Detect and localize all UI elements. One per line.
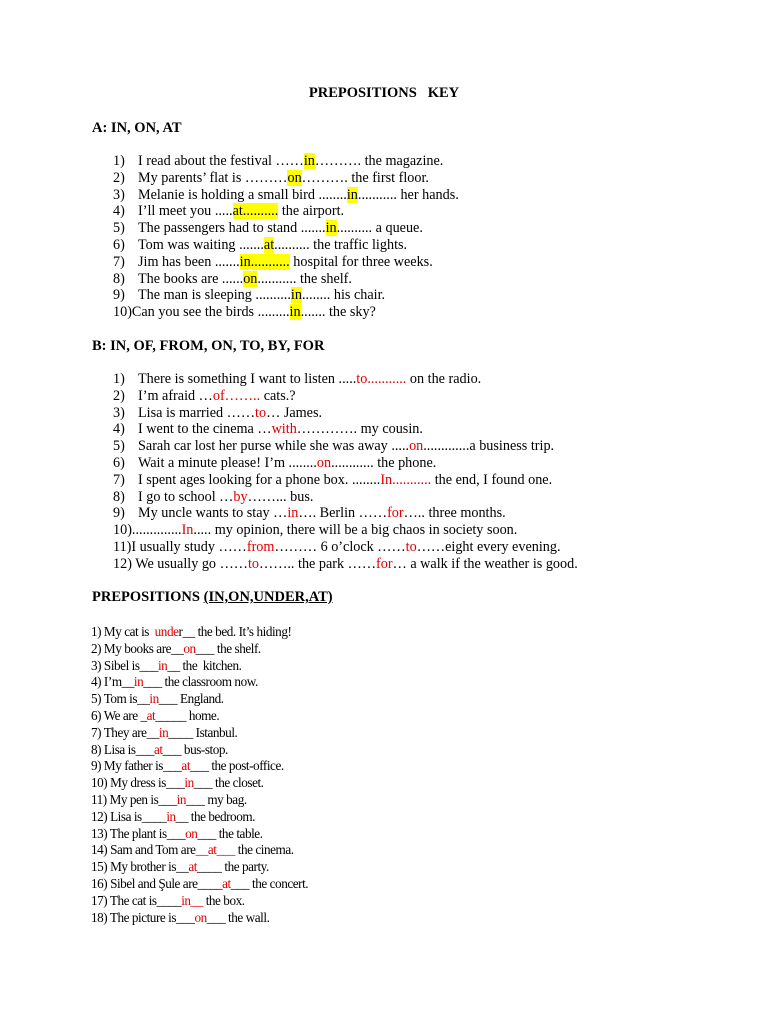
list-item xyxy=(91,708,308,725)
item-number: 10) xyxy=(113,522,132,539)
item-text: __ the bedroom. xyxy=(175,808,255,824)
list-item xyxy=(91,859,308,876)
list-item xyxy=(113,220,459,237)
answer-red: at xyxy=(146,707,156,723)
item-number: 7) xyxy=(113,471,125,488)
item-number: 6) xyxy=(113,236,125,253)
item-text: I’ll meet you ..... xyxy=(138,203,233,220)
answer-red: by xyxy=(233,488,248,505)
answer-red: at xyxy=(188,859,197,875)
item-text: 13) The plant is___ xyxy=(91,825,186,841)
item-text: The books are ...... xyxy=(138,270,244,287)
item-text: Tom was waiting ....... xyxy=(138,236,264,253)
answer-red: in xyxy=(133,674,144,690)
list-item xyxy=(91,910,308,927)
item-text: ____ Istanbul. xyxy=(168,724,238,740)
item-text: the end, I found one. xyxy=(431,471,553,488)
answer-red: in xyxy=(287,505,299,522)
item-number: 4) xyxy=(113,421,125,438)
item-number: 1) xyxy=(113,153,125,169)
list-item xyxy=(113,304,459,321)
list-item xyxy=(113,438,578,455)
item-text: .......... a queue. xyxy=(336,220,423,237)
item-text: Wait a minute please! I’m ........ xyxy=(138,454,317,471)
item-text: My uncle wants to stay … xyxy=(138,505,288,522)
item-text: ……eight every evening. xyxy=(416,538,561,555)
item-text: __ the kitchen. xyxy=(167,657,242,673)
list-item xyxy=(91,641,308,658)
item-text: I’m afraid … xyxy=(138,387,213,404)
answer-highlight: in xyxy=(325,220,337,237)
item-text: ___ my bag. xyxy=(186,791,247,807)
list-item xyxy=(113,472,578,489)
item-text: the airport. xyxy=(278,203,345,220)
answer-highlight: on xyxy=(287,169,302,186)
list-item xyxy=(91,674,308,691)
item-number: 5) xyxy=(113,438,125,455)
item-number: 8) xyxy=(113,270,125,287)
item-text: ___ the concert. xyxy=(230,875,309,891)
item-text: 16) Sibel and Şule are____ xyxy=(91,875,223,891)
answer-red: in xyxy=(158,724,169,740)
item-text: on the radio. xyxy=(406,371,482,387)
item-text: The man is sleeping .......... xyxy=(138,287,291,304)
item-text: ___ England. xyxy=(158,691,224,707)
answer-red: for xyxy=(387,505,404,522)
answer-red: at xyxy=(181,758,191,774)
list-item xyxy=(91,691,308,708)
item-text: 4) I’m__ xyxy=(91,674,134,690)
answer-highlight: on xyxy=(243,270,258,287)
item-text: cats.? xyxy=(260,387,296,404)
item-text: ....... the sky? xyxy=(300,304,376,321)
section-a-list xyxy=(113,153,459,321)
list-item xyxy=(91,725,308,742)
answer-red: on xyxy=(409,438,424,455)
item-text: 9) My father is___ xyxy=(91,758,182,774)
item-text: Jim has been ....... xyxy=(138,253,240,270)
item-text: I usually study …… xyxy=(131,538,247,555)
answer-red: in xyxy=(149,691,159,707)
list-item xyxy=(91,742,308,759)
section-c-list xyxy=(91,624,308,926)
answer-red: at xyxy=(222,875,231,891)
page-title: PREPOSITIONS KEY xyxy=(308,85,460,101)
answer-highlight: in........... xyxy=(239,253,290,270)
item-number: 2) xyxy=(113,387,125,404)
answer-red: to xyxy=(247,555,259,572)
item-text: .............. xyxy=(131,522,182,539)
item-text: ___ the table. xyxy=(197,825,263,841)
section-c-heading-text: PREPOSITIONS xyxy=(92,589,204,605)
list-item xyxy=(113,371,578,388)
list-item xyxy=(113,405,578,422)
item-number: 9) xyxy=(113,505,125,522)
list-item xyxy=(91,775,308,792)
list-item xyxy=(113,388,578,405)
item-text: ___ the closet. xyxy=(193,775,264,791)
item-text: I read about the festival …… xyxy=(138,153,304,169)
answer-highlight: at.......... xyxy=(232,203,279,220)
item-text: _____ home. xyxy=(155,707,220,723)
item-text: 18) The picture is___ xyxy=(91,909,195,925)
item-number: 6) xyxy=(113,454,125,471)
item-text: ___ the classroom now. xyxy=(143,674,258,690)
item-text: My parents’ flat is ……… xyxy=(138,169,288,186)
item-text: ........... her hands. xyxy=(357,186,459,203)
item-text: 6) We are _ xyxy=(91,707,147,723)
section-a-heading: A: IN, ON, AT xyxy=(92,120,182,136)
item-text: 10) My dress is___ xyxy=(91,775,185,791)
list-item xyxy=(91,876,308,893)
item-text: …………. my cousin. xyxy=(296,421,423,438)
answer-red: in xyxy=(184,775,194,791)
answer-red: on xyxy=(194,909,207,925)
item-text: We usually go …… xyxy=(131,555,248,572)
item-text: ..... my opinion, there will be a big chaos in society soon. xyxy=(193,522,518,539)
answer-red: from xyxy=(246,538,275,555)
answer-red: on xyxy=(185,825,198,841)
item-text: 1) My cat is xyxy=(91,624,155,639)
item-text: ………. the first floor. xyxy=(301,169,429,186)
list-item xyxy=(91,658,308,675)
list-item xyxy=(113,187,459,204)
section-c-heading-underlined: (IN,ON,UNDER,AT) xyxy=(203,589,333,605)
item-number: 3) xyxy=(113,404,125,421)
item-text: I spent ages looking for a phone box. ........ xyxy=(138,471,381,488)
item-text: … a walk if the weather is good. xyxy=(392,555,578,572)
item-number: 12) xyxy=(113,555,132,572)
item-text: The passengers had to stand ....... xyxy=(138,220,326,237)
item-text: 15) My brother is__ xyxy=(91,859,189,875)
item-text: Melanie is holding a small bird ........ xyxy=(138,186,347,203)
item-text: .......... the traffic lights. xyxy=(274,236,408,253)
answer-red: to xyxy=(255,404,267,421)
item-text: I go to school … xyxy=(138,488,234,505)
list-item xyxy=(91,758,308,775)
answer-red: unde xyxy=(154,624,179,639)
item-text: ……… 6 o’clock …… xyxy=(274,538,406,555)
list-item xyxy=(113,271,459,288)
list-item xyxy=(91,893,308,910)
list-item xyxy=(91,624,308,641)
list-item xyxy=(113,455,578,472)
item-number: 7) xyxy=(113,253,125,270)
list-item xyxy=(113,556,578,573)
item-text: the box. xyxy=(202,892,245,908)
item-text: 14) Sam and Tom are xyxy=(91,842,196,858)
item-text: Can you see the birds ......... xyxy=(131,304,290,321)
answer-red: in xyxy=(176,791,187,807)
list-item xyxy=(113,287,459,304)
item-text: …….. the park …… xyxy=(259,555,377,572)
item-text: ….. three months. xyxy=(403,505,506,522)
item-number: 8) xyxy=(113,488,125,505)
list-item xyxy=(91,842,308,859)
item-text: ……... bus. xyxy=(247,488,314,505)
item-text: ___ the shelf. xyxy=(195,640,261,656)
item-text: There is something I want to listen ..... xyxy=(138,371,357,387)
answer-highlight: in xyxy=(290,287,302,304)
section-c-heading xyxy=(92,589,333,606)
item-text: 11) My pen is___ xyxy=(91,791,177,807)
answer-red: for xyxy=(376,555,393,572)
list-item xyxy=(91,792,308,809)
item-text: 2) My books are__ xyxy=(91,640,184,656)
answer-highlight: at xyxy=(263,236,275,253)
list-item xyxy=(113,539,578,556)
item-number: 11) xyxy=(113,538,132,555)
list-item xyxy=(113,254,459,271)
answer-red: at xyxy=(154,741,163,757)
list-item xyxy=(113,522,578,539)
answer-red: in xyxy=(166,808,176,824)
item-text: hospital for three weeks. xyxy=(289,253,433,270)
item-text: 8) Lisa is___ xyxy=(91,741,155,757)
item-text: ............ the phone. xyxy=(331,454,437,471)
answer-highlight: in xyxy=(303,153,315,169)
answer-red: on xyxy=(183,640,196,656)
item-text: Sarah car lost her purse while she was away ..... xyxy=(138,438,410,455)
answer-red: to........... xyxy=(356,371,407,387)
section-b-list xyxy=(113,371,578,573)
item-text: 17) The cat is____ xyxy=(91,892,182,908)
section-b-heading: B: IN, OF, FROM, ON, TO, BY, FOR xyxy=(92,338,325,354)
list-item xyxy=(113,421,578,438)
item-text: .............a business trip. xyxy=(423,438,555,455)
list-item xyxy=(91,809,308,826)
item-number: 10) xyxy=(113,304,132,321)
answer-red: In xyxy=(181,522,194,539)
answer-red: in xyxy=(157,657,168,673)
answer-red: on xyxy=(316,454,332,471)
item-text: 5) Tom is__ xyxy=(91,691,150,707)
list-item xyxy=(91,826,308,843)
list-item xyxy=(113,489,578,506)
item-text: ........ his chair. xyxy=(301,287,386,304)
answer-red: of…….. xyxy=(212,387,261,404)
item-number: 5) xyxy=(113,220,125,237)
answer-red: In........... xyxy=(380,471,432,488)
item-text: … James. xyxy=(266,404,323,421)
item-number: 3) xyxy=(113,186,125,203)
item-text: 7) They are__ xyxy=(91,724,159,740)
item-text: ___ the post-office. xyxy=(190,758,284,774)
item-text: …. Berlin …… xyxy=(298,505,388,522)
item-text: r__ the bed. It’s hiding! xyxy=(178,624,292,639)
list-item xyxy=(113,237,459,254)
answer-red: to xyxy=(405,538,417,555)
answer-highlight: in xyxy=(289,304,301,321)
item-text: ____ the party. xyxy=(196,859,269,875)
list-item xyxy=(113,203,459,220)
item-text: ........... the shelf. xyxy=(257,270,352,287)
item-text: 3) Sibel is___ xyxy=(91,657,158,673)
answer-red: __at___ xyxy=(195,842,235,858)
item-text: 12) Lisa is____ xyxy=(91,808,167,824)
item-text: the cinema. xyxy=(234,842,294,858)
answer-red: in__ xyxy=(181,892,203,908)
item-number: 4) xyxy=(113,203,125,220)
item-text: ___ the wall. xyxy=(206,909,270,925)
list-item xyxy=(113,170,459,187)
item-text: I went to the cinema … xyxy=(138,421,272,438)
list-item xyxy=(113,153,459,170)
item-number: 1) xyxy=(113,371,125,387)
list-item xyxy=(113,505,578,522)
item-number: 2) xyxy=(113,169,125,186)
item-number: 9) xyxy=(113,287,125,304)
answer-red: with xyxy=(271,421,297,438)
item-text: Lisa is married …… xyxy=(138,404,256,421)
answer-highlight: in xyxy=(346,186,358,203)
item-text: ………. the magazine. xyxy=(314,153,444,169)
item-text: ___ bus-stop. xyxy=(162,741,228,757)
